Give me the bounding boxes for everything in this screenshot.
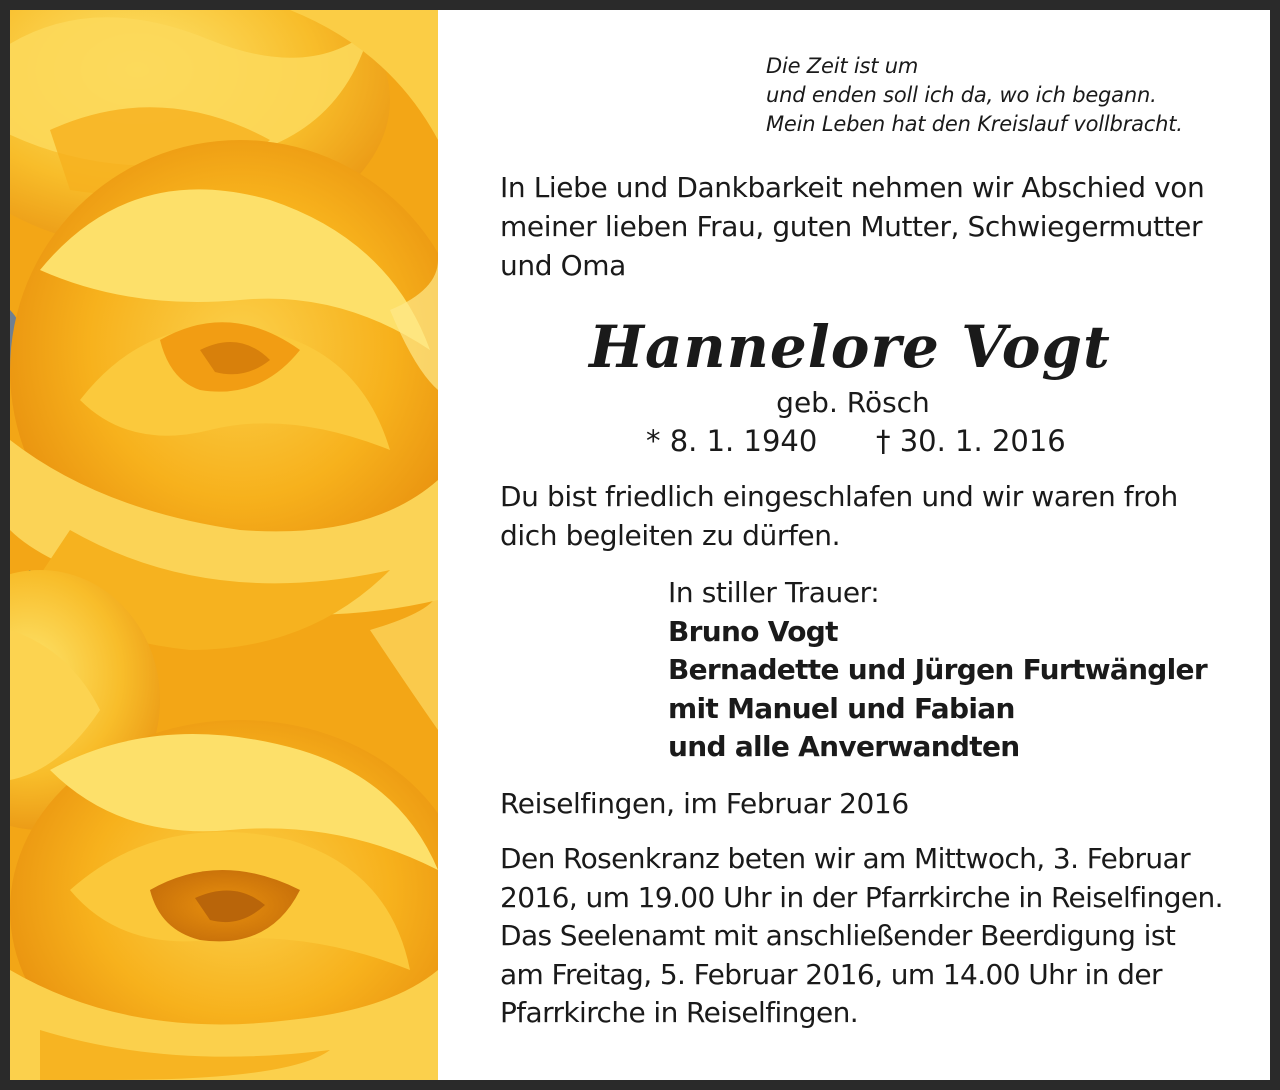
service-line: 2016, um 19.00 Uhr in der Pfarrkirche in Reiselfingen. [500,880,1223,914]
motto-line: Mein Leben hat den Kreislauf vollbracht. [766,112,1183,136]
motto-line: Die Zeit ist um [766,54,919,78]
death-date: † 30. 1. 2016 [876,424,1066,458]
deceased-name: Hannelore Vogt [589,313,1111,381]
farewell-line: Du bist friedlich eingeschlafen und wir waren froh [500,480,1178,513]
mourners-list [668,574,1207,767]
motto-line: und enden soll ich da, wo ich begann. [766,83,1157,107]
intro-line: meiner lieben Frau, guten Mutter, Schwiegermutter [500,210,1203,243]
mourner-name: mit Manuel und Fabian [668,691,1015,725]
service-line: am Freitag, 5. Februar 2016, um 14.00 Uhr in der [500,957,1162,991]
motto-quote [766,52,1183,139]
service-details [500,840,1240,1033]
obituary-notice [10,10,1270,1080]
intro-line: In Liebe und Dankbarkeit nehmen wir Abschied von [500,171,1205,204]
mourners-heading: In stiller Trauer: [668,576,880,609]
service-line: Pfarrkirche in Reiselfingen. [500,996,859,1029]
mourner-name: Bruno Vogt [668,614,838,648]
intro-paragraph [500,168,1220,285]
mourner-name: Bernadette und Jürgen Furtwängler [668,653,1207,686]
mourner-name: und alle Anverwandten [668,730,1020,763]
birth-date: * 8. 1. 1940 [646,424,818,458]
life-dates [646,422,1066,460]
maiden-name: geb. Rösch [776,386,930,419]
farewell-line: dich begleiten zu dürfen. [500,519,841,552]
intro-line: und Oma [500,249,626,282]
place-date: Reiselfingen, im Februar 2016 [500,787,909,820]
farewell-paragraph [500,477,1220,555]
service-line: Das Seelenamt mit anschließender Beerdigung ist [500,919,1176,952]
notice-text [10,10,1270,1080]
service-line: Den Rosenkranz beten wir am Mittwoch, 3. Februar [500,842,1191,875]
